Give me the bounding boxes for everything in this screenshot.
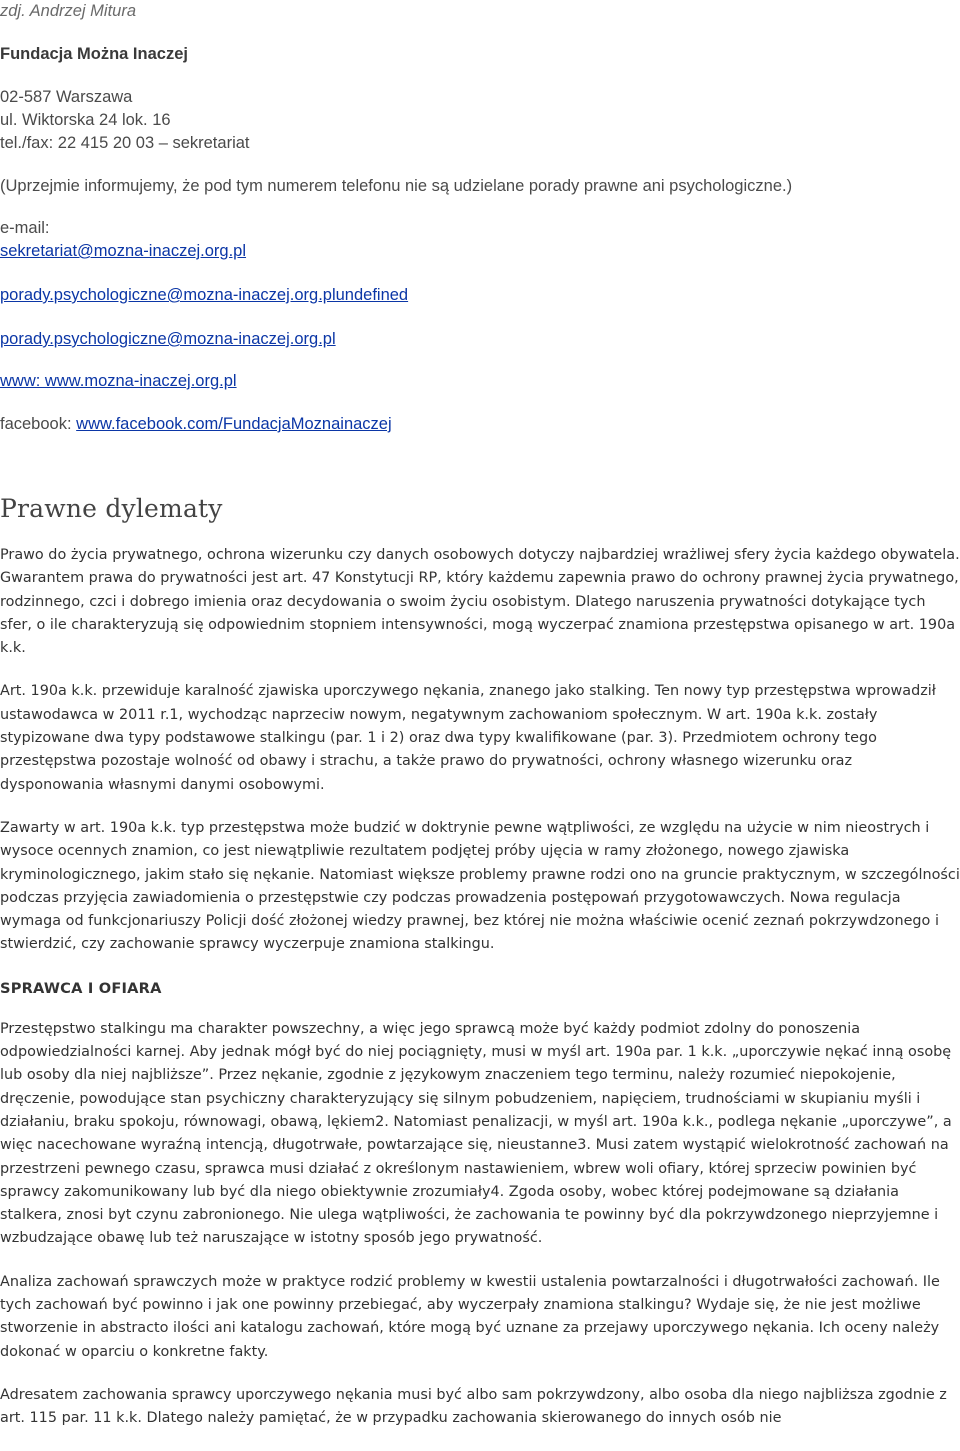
email-psych-undefined-row (0, 284, 408, 306)
article-paragraph: Prawo do życia prywatnego, ochrona wizerunku czy danych osobowych dotyczy najbardziej wrażliwej sfery życia każdego obywatela. Gwarantem prawa do prywatności jest art. 47 Konstytucji RP, który każdemu zapewnia prawo do ochrony prawnej życia prywatnego, rodzinnego, czci i dobrego imienia oraz decydowania o swoim życiu osobistym. Dlatego naruszenia prywatności dotykające tych sfer, o ile charakteryzują się odpowiednim stopniem intensywności, mogą wyczerpać znamiona przestępstwa opisanego w art. 190a k.k. (0, 547, 960, 657)
article-paragraph: Art. 190a k.k. przewiduje karalność zjawiska uporczywego nękania, znanego jako stalking. Ten nowy typ przestępstwa wprowadził ustawodawca w 2011 r.1, wychodząc naprzeciw nowym, negatywnym zachowaniom społecznym. W art. 190a k.k. zostały stypizowane dwa typy podstawowe stalkingu (par. 1 i 2) oraz dwa typy kwalifikowane (par. 3). Przedmiotem ochrony tego przestępstwa pozostaje wolność od obawy i strachu, a także prawo do prywatności, ochrony własnego wizerunku oraz dysponowania własnymi danymi osobowymi. (0, 683, 936, 793)
address-postal-city: 02-587 Warszawa (0, 88, 133, 106)
email-label: e-mail: (0, 219, 50, 237)
organization-name: Fundacja Można Inaczej (0, 45, 188, 63)
address-street: ul. Wiktorska 24 lok. 16 (0, 111, 171, 129)
email-psych-link[interactable]: porady.psychologiczne@mozna-inaczej.org.pl (0, 330, 336, 348)
www-row (0, 370, 237, 392)
section-paragraph: Adresatem zachowania sprawcy uporczywego nękania musi być albo sam pokrzywdzony, albo osoba dla niego najbliższa zgodnie z art. 115 par. 11 k.k. Dlatego należy pamiętać, że w przypadku zachowania skierowanego do innych osób nie (0, 1386, 947, 1427)
facebook-link[interactable]: www.facebook.com/FundacjaMoznainaczej (76, 415, 392, 433)
email-psych-undefined-link[interactable]: porady.psychologiczne@mozna-inaczej.org.plundefined (0, 286, 409, 304)
photo-credit: zdj. Andrzej Mitura (0, 2, 137, 20)
section-paragraph: Analiza zachowań sprawczych może w praktyce rodzić problemy w kwestii ustalenia powtarzalności i długotrwałości zachowań. Ile tych zachowań być powinno i jak one powinny przebiegać, aby wyczerpały znamiona stalkingu? Wydaje się, że nie jest możliwe stworzenie in abstracto ilości ani katalogu zachowań, które mogą być uznane za przejawy uporczywego nękania. Ich oceny należy dokonać w oparciu o konkretne fakty. (0, 1273, 940, 1360)
article (0, 492, 960, 1451)
facebook-row (0, 413, 392, 435)
email-psych-row (0, 328, 336, 350)
section-paragraph: Przestępstwo stalkingu ma charakter powszechny, a więc jego sprawcą może być każdy podmiot zdolny do ponoszenia odpowiedzialności karnej. Aby jednak mógł być do niej pociągnięty, musi w myśl art. 190a par. 1 k.k. „uporczywie nękać inną osobę lub osoby dla niej najbliższe”. Przez nękanie, zgodnie z językowym znaczeniem tego terminu, należy rozumieć niepokojenie, dręczenie, powodujące stan psychiczny charakteryzujący się silnym pobudzeniem, napięciem, trudnościami w skupianiu myśli i działaniu, braku spokoju, równowagi, obawą, lękiem2. Natomiast penalizacji, w myśl art. 190a k.k., podlega nękanie „uporczywe”, a więc nacechowane wyraźną intencją, długotrwałe, powtarzające się, nieustanne3. Musi zatem wystąpić wielokrotność zachowań na przestrzeni pewnego czasu, sprawca musi działać z określonym nastawieniem, wbrew woli ofiary, której sprzeciw powinien być sprawcy zakomunikowany lub być dla niego obiektywnie zrozumiały4. Zgoda osoby, wobec której podejmowane są działania stalkera, znosi byt czynu zabronionego. Nie ulega wątpliwości, że zachowania te powinny być dla pokrzywdzonego nieprzyjemne i wzbudzające obawę lub też naruszające w istotny sposób jego prywatność. (0, 1020, 952, 1247)
article-title: Prawne dylematy (0, 494, 223, 523)
section-heading: SPRAWCA I OFIARA (0, 979, 162, 997)
facebook-label: facebook: (0, 415, 72, 433)
phone-fax: tel./fax: 22 415 20 03 – sekretariat (0, 134, 250, 152)
email-secretariat-row (0, 240, 246, 262)
www-link[interactable]: www: www.mozna-inaczej.org.pl (0, 372, 237, 390)
article-paragraph: Zawarty w art. 190a k.k. typ przestępstwa może budzić w doktrynie pewne wątpliwości, ze względu na użycie w nim nieostrych i wysoce ocennych znamion, co jest niewątpliwie rezultatem podjętej próby ujęcia w ramy złożonego, nowego zjawiska kryminologicznego, jakim stało się nękanie. Natomiast większe problemy prawne rodzi ono na gruncie praktycznym, w szczególności podczas przyjęcia zawiadomienia o przestępstwie czy podczas prowadzenia postępowań przygotowawczych. Nowa regulacja wymaga od funkcjonariuszy Policji dość złożonej wiedzy prawnej, bez której nie można właściwie ocenić zeznań pokrzywdzonego i stwierdzić, czy zachowanie sprawcy wyczerpuje znamiona stalkingu. (0, 819, 960, 953)
phone-notice: (Uprzejmie informujemy, że pod tym numerem telefonu nie są udzielane porady prawne ani psychologiczne.) (0, 177, 793, 195)
email-secretariat-link[interactable]: sekretariat@mozna-inaczej.org.pl (0, 242, 247, 260)
